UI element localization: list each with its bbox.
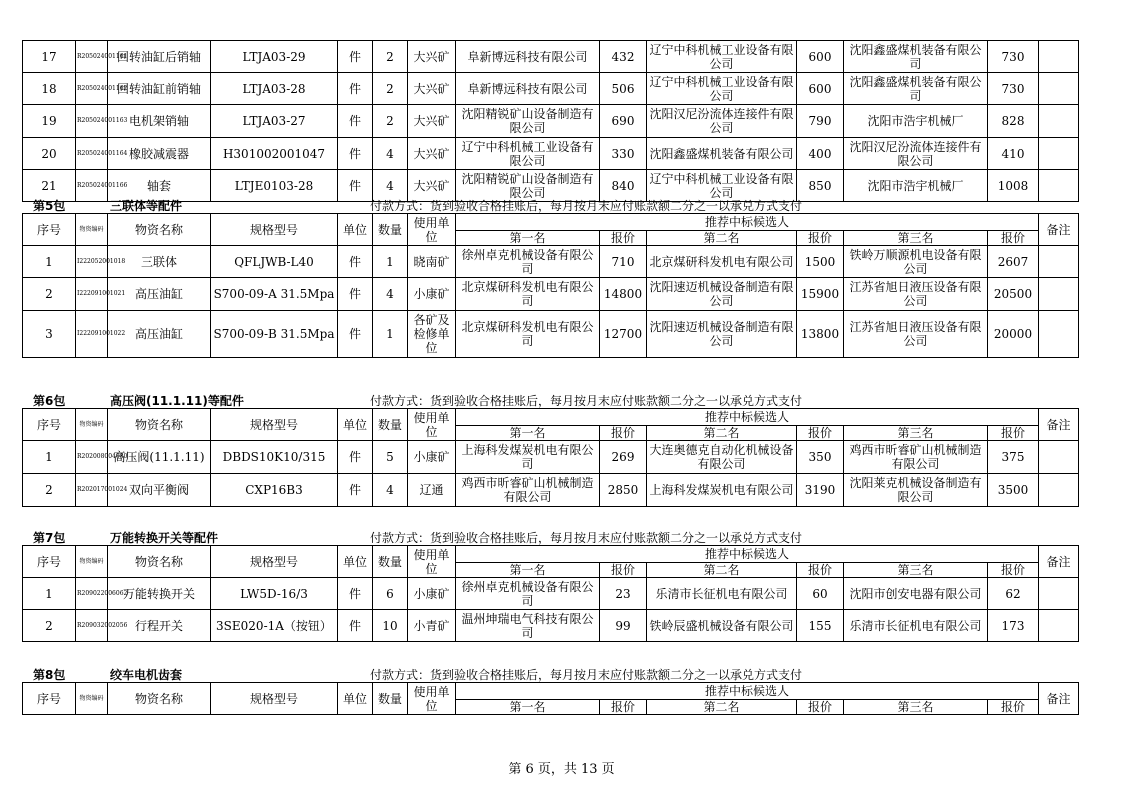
remarks-cell <box>1039 441 1079 474</box>
header-row <box>23 214 1079 231</box>
item-name-cell: 三联体 <box>108 246 211 278</box>
package-label: 第5包 <box>33 199 66 213</box>
unit-cell: 件 <box>338 138 373 170</box>
remarks-cell <box>1039 170 1079 202</box>
spec-model-cell: QFLJWB-L40 <box>211 246 338 278</box>
first-price-cell: 2850 <box>600 474 647 507</box>
spec-model-cell: S700-09-A 31.5Mpa <box>211 278 338 311</box>
package-table <box>22 213 1079 358</box>
first-price-cell: 710 <box>600 246 647 278</box>
second-candidate-cell: 沈阳鑫盛煤机装备有限公司 <box>647 138 797 170</box>
row-number-cell: 21 <box>23 170 76 202</box>
unit-cell: 件 <box>338 441 373 474</box>
unit-header: 单位 <box>338 546 373 578</box>
second-candidate-cell: 乐清市长征机电有限公司 <box>647 578 797 610</box>
price-header: 报价 <box>600 426 647 441</box>
item-name-cell: 双向平衡阀 <box>108 474 211 507</box>
using-unit-cell: 小康矿 <box>408 578 456 610</box>
item-code-cell: R209022006062 <box>76 578 108 610</box>
second-place-header: 第二名 <box>647 563 797 578</box>
third-candidate-cell: 乐清市长征机电有限公司 <box>844 610 988 642</box>
table-row <box>23 610 1079 642</box>
first-price-cell: 269 <box>600 441 647 474</box>
using-unit-cell: 小康矿 <box>408 441 456 474</box>
quantity-cell: 4 <box>373 278 408 311</box>
table-row <box>23 474 1079 507</box>
first-place-header: 第一名 <box>456 231 600 246</box>
header-row <box>23 683 1079 700</box>
first-place-header: 第一名 <box>456 563 600 578</box>
third-place-header: 第三名 <box>844 426 988 441</box>
second-price-cell: 600 <box>797 73 844 105</box>
second-candidate-cell: 大连奥德克自动化机械设备有限公司 <box>647 441 797 474</box>
third-price-cell: 20000 <box>988 311 1039 358</box>
quantity-header: 数量 <box>373 214 408 246</box>
quantity-cell: 4 <box>373 474 408 507</box>
table-row <box>23 246 1079 278</box>
item-code-cell: R202017001024 <box>76 474 108 507</box>
row-number-cell: 1 <box>23 441 76 474</box>
unit-header: 单位 <box>338 214 373 246</box>
second-price-cell: 850 <box>797 170 844 202</box>
second-candidate-cell: 辽宁中科机械工业设备有限公司 <box>647 41 797 73</box>
third-candidate-cell: 江苏省旭日液压设备有限公司 <box>844 311 988 358</box>
row-number-cell: 1 <box>23 246 76 278</box>
using-unit-cell: 大兴矿 <box>408 138 456 170</box>
second-price-cell: 350 <box>797 441 844 474</box>
item-name-cell: 回转油缸后销轴 <box>108 41 211 73</box>
price-header: 报价 <box>600 563 647 578</box>
spec-model-header: 规格型号 <box>211 214 338 246</box>
table-row <box>23 105 1079 138</box>
spec-model-cell: S700-09-B 31.5Mpa <box>211 311 338 358</box>
item-code-header: 物资编码 <box>76 683 108 715</box>
remarks-cell <box>1039 474 1079 507</box>
item-code-header: 物资编码 <box>76 214 108 246</box>
remarks-header: 备注 <box>1039 214 1079 246</box>
table-row <box>23 311 1079 358</box>
using-unit-header: 使用单位 <box>408 546 456 578</box>
unit-cell: 件 <box>338 170 373 202</box>
table-row <box>23 441 1079 474</box>
remarks-cell <box>1039 278 1079 311</box>
remarks-header: 备注 <box>1039 546 1079 578</box>
item-name-cell: 高压油缸 <box>108 278 211 311</box>
price-header: 报价 <box>797 700 844 715</box>
row-number-header: 序号 <box>23 683 76 715</box>
third-price-cell: 730 <box>988 73 1039 105</box>
spec-model-cell: LW5D-16/3 <box>211 578 338 610</box>
item-code-cell: R202008004080 <box>76 441 108 474</box>
quantity-cell: 4 <box>373 138 408 170</box>
unit-cell: 件 <box>338 105 373 138</box>
payment-terms: 付款方式：货到验收合格挂账后，每月按月末应付账款额二分之一以承兑方式支付 <box>370 531 803 545</box>
table-row <box>23 578 1079 610</box>
recommended-candidates-header: 推荐中标候选人 <box>456 409 1039 426</box>
unit-cell: 件 <box>338 474 373 507</box>
second-price-cell: 3190 <box>797 474 844 507</box>
remarks-cell <box>1039 41 1079 73</box>
third-candidate-cell: 沈阳汉尼汾流体连接件有限公司 <box>844 138 988 170</box>
quantity-cell: 4 <box>373 170 408 202</box>
first-candidate-cell: 鸡西市昕睿矿山机械制造有限公司 <box>456 474 600 507</box>
remarks-header: 备注 <box>1039 683 1079 715</box>
second-price-cell: 600 <box>797 41 844 73</box>
using-unit-cell: 各矿及检修单位 <box>408 311 456 358</box>
row-number-cell: 1 <box>23 578 76 610</box>
using-unit-cell: 小青矿 <box>408 610 456 642</box>
item-code-cell: R205024001164 <box>76 138 108 170</box>
unit-cell: 件 <box>338 578 373 610</box>
first-candidate-cell: 北京煤研科发机电有限公司 <box>456 278 600 311</box>
first-candidate-cell: 徐州卓克机械设备有限公司 <box>456 246 600 278</box>
table-row <box>23 73 1079 105</box>
row-number-cell: 19 <box>23 105 76 138</box>
second-place-header: 第二名 <box>647 700 797 715</box>
remarks-cell <box>1039 610 1079 642</box>
first-candidate-cell: 北京煤研科发机电有限公司 <box>456 311 600 358</box>
price-header: 报价 <box>600 700 647 715</box>
first-candidate-cell: 沈阳精锐矿山设备制造有限公司 <box>456 170 600 202</box>
item-name-cell: 轴套 <box>108 170 211 202</box>
item-name-cell: 高压阀(11.1.11) <box>108 441 211 474</box>
first-price-cell: 840 <box>600 170 647 202</box>
price-header: 报价 <box>988 700 1039 715</box>
item-name-header: 物资名称 <box>108 683 211 715</box>
unit-cell: 件 <box>338 246 373 278</box>
first-price-cell: 506 <box>600 73 647 105</box>
remarks-cell <box>1039 578 1079 610</box>
spec-model-cell: H301002001047 <box>211 138 338 170</box>
third-place-header: 第三名 <box>844 231 988 246</box>
remarks-cell <box>1039 311 1079 358</box>
package-title: 万能转换开关等配件 <box>110 531 219 545</box>
package-table <box>22 408 1079 507</box>
price-header: 报价 <box>797 231 844 246</box>
using-unit-cell: 大兴矿 <box>408 170 456 202</box>
second-candidate-cell: 沈阳速迈机械设备制造有限公司 <box>647 311 797 358</box>
table-row <box>23 138 1079 170</box>
first-candidate-cell: 阜新博远科技有限公司 <box>456 41 600 73</box>
using-unit-cell: 大兴矿 <box>408 41 456 73</box>
third-candidate-cell: 沈阳市浩宇机械厂 <box>844 105 988 138</box>
item-code-header: 物资编码 <box>76 546 108 578</box>
third-price-cell: 410 <box>988 138 1039 170</box>
package-table <box>22 682 1079 715</box>
item-name-cell: 行程开关 <box>108 610 211 642</box>
third-price-cell: 62 <box>988 578 1039 610</box>
third-candidate-cell: 江苏省旭日液压设备有限公司 <box>844 278 988 311</box>
second-candidate-cell: 北京煤研科发机电有限公司 <box>647 246 797 278</box>
remarks-header: 备注 <box>1039 409 1079 441</box>
spec-model-header: 规格型号 <box>211 409 338 441</box>
header-row <box>23 546 1079 563</box>
unit-cell: 件 <box>338 278 373 311</box>
third-candidate-cell: 铁岭万顺源机电设备有限公司 <box>844 246 988 278</box>
second-candidate-cell: 沈阳汉尼汾流体连接件有限公司 <box>647 105 797 138</box>
row-number-cell: 2 <box>23 474 76 507</box>
spec-model-cell: CXP16B3 <box>211 474 338 507</box>
quantity-header: 数量 <box>373 683 408 715</box>
second-candidate-cell: 沈阳速迈机械设备制造有限公司 <box>647 278 797 311</box>
unit-cell: 件 <box>338 610 373 642</box>
payment-terms: 付款方式：货到验收合格挂账后，每月按月末应付账款额二分之一以承兑方式支付 <box>370 199 803 213</box>
spec-model-header: 规格型号 <box>211 546 338 578</box>
third-candidate-cell: 沈阳鑫盛煤机装备有限公司 <box>844 73 988 105</box>
spec-model-cell: LTJA03-29 <box>211 41 338 73</box>
remarks-cell <box>1039 138 1079 170</box>
row-number-cell: 20 <box>23 138 76 170</box>
second-place-header: 第二名 <box>647 426 797 441</box>
second-candidate-cell: 辽宁中科机械工业设备有限公司 <box>647 73 797 105</box>
third-price-cell: 375 <box>988 441 1039 474</box>
package-title: 三联体等配件 <box>110 199 183 213</box>
item-code-cell: I222091001021 <box>76 278 108 311</box>
remarks-cell <box>1039 246 1079 278</box>
third-price-cell: 828 <box>988 105 1039 138</box>
row-number-header: 序号 <box>23 409 76 441</box>
item-name-cell: 橡胶减震器 <box>108 138 211 170</box>
row-number-cell: 17 <box>23 41 76 73</box>
row-number-cell: 2 <box>23 278 76 311</box>
using-unit-cell: 大兴矿 <box>408 73 456 105</box>
quantity-cell: 6 <box>373 578 408 610</box>
quantity-header: 数量 <box>373 409 408 441</box>
recommended-candidates-header: 推荐中标候选人 <box>456 546 1039 563</box>
spec-model-cell: LTJE0103-28 <box>211 170 338 202</box>
item-name-cell: 万能转换开关 <box>108 578 211 610</box>
quantity-cell: 2 <box>373 41 408 73</box>
item-code-header: 物资编码 <box>76 409 108 441</box>
third-price-cell: 3500 <box>988 474 1039 507</box>
item-code-cell: R209032002056 <box>76 610 108 642</box>
second-price-cell: 60 <box>797 578 844 610</box>
first-price-cell: 432 <box>600 41 647 73</box>
second-price-cell: 13800 <box>797 311 844 358</box>
price-header: 报价 <box>988 231 1039 246</box>
first-place-header: 第一名 <box>456 426 600 441</box>
item-code-cell: R205024001166 <box>76 170 108 202</box>
quantity-cell: 2 <box>373 105 408 138</box>
item-code-cell: R205024001162 <box>76 73 108 105</box>
third-price-cell: 2607 <box>988 246 1039 278</box>
first-candidate-cell: 辽宁中科机械工业设备有限公司 <box>456 138 600 170</box>
table-row <box>23 278 1079 311</box>
using-unit-cell: 辽通 <box>408 474 456 507</box>
using-unit-header: 使用单位 <box>408 409 456 441</box>
third-price-cell: 173 <box>988 610 1039 642</box>
spec-model-cell: DBDS10K10/315 <box>211 441 338 474</box>
quantity-cell: 1 <box>373 246 408 278</box>
spec-model-cell: LTJA03-27 <box>211 105 338 138</box>
page-footer: 第 6 页，共 13 页 <box>508 762 615 777</box>
item-name-cell: 电机架销轴 <box>108 105 211 138</box>
item-name-header: 物资名称 <box>108 546 211 578</box>
package-title: 高压阀(11.1.11)等配件 <box>110 394 244 408</box>
quantity-cell: 5 <box>373 441 408 474</box>
second-price-cell: 790 <box>797 105 844 138</box>
price-header: 报价 <box>797 563 844 578</box>
third-candidate-cell: 沈阳市创安电器有限公司 <box>844 578 988 610</box>
price-header: 报价 <box>988 563 1039 578</box>
second-price-cell: 155 <box>797 610 844 642</box>
third-place-header: 第三名 <box>844 563 988 578</box>
first-price-cell: 12700 <box>600 311 647 358</box>
using-unit-header: 使用单位 <box>408 683 456 715</box>
item-code-cell: R205024001161 <box>76 41 108 73</box>
spec-model-header: 规格型号 <box>211 683 338 715</box>
second-place-header: 第二名 <box>647 231 797 246</box>
top-table <box>22 40 1079 202</box>
third-candidate-cell: 沈阳市浩宇机械厂 <box>844 170 988 202</box>
first-price-cell: 330 <box>600 138 647 170</box>
package-label: 第8包 <box>33 668 66 682</box>
item-name-header: 物资名称 <box>108 409 211 441</box>
quantity-header: 数量 <box>373 546 408 578</box>
quantity-cell: 1 <box>373 311 408 358</box>
unit-cell: 件 <box>338 73 373 105</box>
row-number-header: 序号 <box>23 546 76 578</box>
first-candidate-cell: 阜新博远科技有限公司 <box>456 73 600 105</box>
spec-model-cell: LTJA03-28 <box>211 73 338 105</box>
item-code-cell: I222091001022 <box>76 311 108 358</box>
item-name-cell: 高压油缸 <box>108 311 211 358</box>
using-unit-header: 使用单位 <box>408 214 456 246</box>
remarks-cell <box>1039 105 1079 138</box>
remarks-cell <box>1039 73 1079 105</box>
recommended-candidates-header: 推荐中标候选人 <box>456 683 1039 700</box>
using-unit-cell: 小康矿 <box>408 278 456 311</box>
first-candidate-cell: 上海科发煤炭机电有限公司 <box>456 441 600 474</box>
row-number-cell: 18 <box>23 73 76 105</box>
using-unit-cell: 大兴矿 <box>408 105 456 138</box>
package-table <box>22 545 1079 642</box>
payment-terms: 付款方式：货到验收合格挂账后，每月按月末应付账款额二分之一以承兑方式支付 <box>370 394 803 408</box>
first-place-header: 第一名 <box>456 700 600 715</box>
unit-header: 单位 <box>338 409 373 441</box>
third-candidate-cell: 沈阳鑫盛煤机装备有限公司 <box>844 41 988 73</box>
third-price-cell: 1008 <box>988 170 1039 202</box>
first-candidate-cell: 沈阳精锐矿山设备制造有限公司 <box>456 105 600 138</box>
price-header: 报价 <box>600 231 647 246</box>
item-code-cell: R205024001163 <box>76 105 108 138</box>
recommended-candidates-header: 推荐中标候选人 <box>456 214 1039 231</box>
second-price-cell: 1500 <box>797 246 844 278</box>
unit-cell: 件 <box>338 41 373 73</box>
first-price-cell: 14800 <box>600 278 647 311</box>
quantity-cell: 2 <box>373 73 408 105</box>
second-candidate-cell: 上海科发煤炭机电有限公司 <box>647 474 797 507</box>
spec-model-cell: 3SE020-1A（按钮） <box>211 610 338 642</box>
second-price-cell: 15900 <box>797 278 844 311</box>
header-row <box>23 409 1079 426</box>
first-price-cell: 23 <box>600 578 647 610</box>
third-place-header: 第三名 <box>844 700 988 715</box>
package-label: 第7包 <box>33 531 66 545</box>
first-price-cell: 99 <box>600 610 647 642</box>
price-header: 报价 <box>797 426 844 441</box>
item-name-cell: 回转油缸前销轴 <box>108 73 211 105</box>
second-candidate-cell: 铁岭辰盛机械设备有限公司 <box>647 610 797 642</box>
package-title: 绞车电机齿套 <box>110 668 183 682</box>
row-number-header: 序号 <box>23 214 76 246</box>
third-candidate-cell: 沈阳莱克机械设备制造有限公司 <box>844 474 988 507</box>
item-name-header: 物资名称 <box>108 214 211 246</box>
table-row <box>23 41 1079 73</box>
first-candidate-cell: 温州坤瑞电气科技有限公司 <box>456 610 600 642</box>
item-code-cell: I222052001018 <box>76 246 108 278</box>
price-header: 报价 <box>988 426 1039 441</box>
package-label: 第6包 <box>33 394 66 408</box>
second-candidate-cell: 辽宁中科机械工业设备有限公司 <box>647 170 797 202</box>
row-number-cell: 2 <box>23 610 76 642</box>
unit-header: 单位 <box>338 683 373 715</box>
third-candidate-cell: 鸡西市昕睿矿山机械制造有限公司 <box>844 441 988 474</box>
unit-cell: 件 <box>338 311 373 358</box>
row-number-cell: 3 <box>23 311 76 358</box>
payment-terms: 付款方式：货到验收合格挂账后，每月按月末应付账款额二分之一以承兑方式支付 <box>370 668 803 682</box>
using-unit-cell: 晓南矿 <box>408 246 456 278</box>
quantity-cell: 10 <box>373 610 408 642</box>
third-price-cell: 730 <box>988 41 1039 73</box>
first-candidate-cell: 徐州卓克机械设备有限公司 <box>456 578 600 610</box>
second-price-cell: 400 <box>797 138 844 170</box>
third-price-cell: 20500 <box>988 278 1039 311</box>
first-price-cell: 690 <box>600 105 647 138</box>
